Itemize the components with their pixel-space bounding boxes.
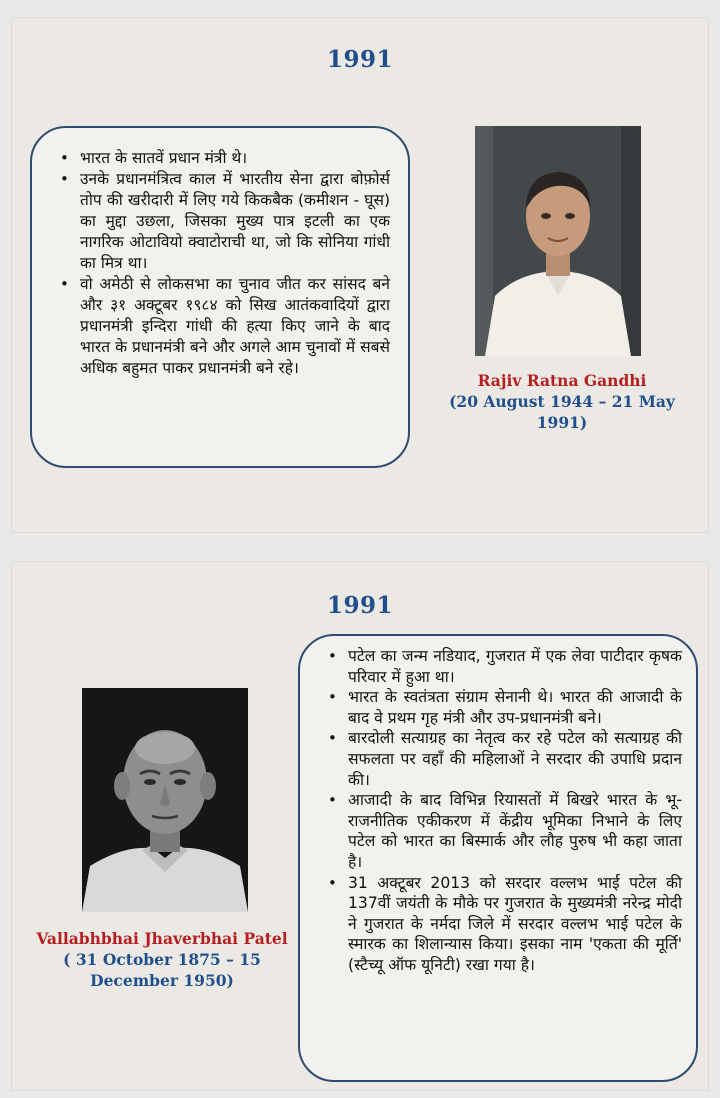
person-name: Vallabhbhai Jhaverbhai Patel	[36, 929, 288, 948]
bullet-item	[58, 148, 390, 169]
portrait-photo-patel	[82, 688, 248, 912]
slide-rajiv-gandhi	[12, 18, 708, 532]
bullet-dot-icon: •	[328, 791, 337, 810]
bullet-text: वो अमेठी से लोकसभा का चुनाव जीत कर सांसद बने और ३१ अक्टूबर १९८४ को सिख आतंकवादियों द्वारा प्रधानमंत्री इन्दिरा गांधी की हत्या किए जाने के बाद भारत के प्रधानमंत्री बने और अगले आम चुनावों में सबसे अधिक बहुमत पाकर प्रधानमंत्री बने रहे।	[80, 275, 390, 377]
portrait-illustration	[82, 688, 248, 912]
slide-year: 1991	[326, 592, 393, 619]
bullet-item	[326, 790, 682, 872]
bullet-textbox	[298, 634, 698, 1082]
portrait-caption	[34, 928, 290, 991]
bullet-item	[58, 274, 390, 379]
person-name: Rajiv Ratna Gandhi	[477, 371, 647, 390]
portrait-photo-rajiv	[475, 126, 641, 356]
bullet-textbox	[30, 126, 410, 468]
bullet-text: 31 अक्टूबर 2013 को सरदार वल्लभ भाई पटेल की 137वीं जयंती के मौके पर गुजरात के मुख्यमंत्री नरेन्द्र मोदी ने गुजरात के नर्मदा जिले में सरदार वल्लभ भाई पटेल के स्मारक का शिलान्यास किया। इसका नाम 'एकता की मूर्ति' (स्टैच्यू ऑफ यूनिटी) रखा गया है।	[348, 873, 682, 974]
bullet-text: उनके प्रधानमंत्रित्व काल में भारतीय सेना द्वारा बोफ़ोर्स तोप की खरीदारी में लिए गये किकबैक (कमीशन - घूस) का मुद्दा उछला, जिसका मुख्य पात्र इटली का एक नागरिक ओटावियो क्वाटोराची था, जो कि सोनिया गांधी का मित्र था।	[80, 170, 390, 272]
person-dates: (20 August 1944 – 21 May 1991)	[449, 392, 675, 432]
bullet-dot-icon: •	[328, 729, 337, 748]
bullet-text: भारत के स्वतंत्रता संग्राम सेनानी थे। भारत की आजादी के बाद वे प्रथम गृह मंत्री और उप-प्रधानमंत्री बने।	[348, 688, 682, 727]
bullet-dot-icon: •	[60, 170, 69, 188]
bullet-text: बारदोली सत्याग्रह का नेतृत्व कर रहे पटेल को सत्याग्रह की सफलता पर वहाँ की महिलाओं ने सरदार की उपाधि प्रदान की।	[348, 729, 682, 789]
bullet-list	[58, 148, 390, 379]
bullet-item	[326, 687, 682, 728]
bullet-text: भारत के सातवें प्रधान मंत्री थे।	[80, 149, 248, 167]
bullet-list	[326, 646, 682, 976]
bullet-item	[326, 873, 682, 976]
bullet-dot-icon: •	[328, 873, 337, 892]
bullet-text: आजादी के बाद विभिन्न रियासतों में बिखरे भारत के भू-राजनीतिक एकीकरण में केंद्रीय भूमिका निभाने के लिए पटेल को भारत का बिस्मार्क और लौह पुरुष भी कहा जाता है।	[348, 791, 682, 871]
bullet-item	[326, 646, 682, 687]
bullet-dot-icon: •	[328, 647, 337, 665]
bullet-text: पटेल का जन्म नडियाद, गुजरात में एक लेवा पाटीदार कृषक परिवार में हुआ था।	[348, 647, 682, 686]
bullet-item	[326, 728, 682, 790]
slide-vallabhbhai-patel	[12, 562, 708, 1090]
bullet-item	[58, 169, 390, 274]
bullet-dot-icon: •	[60, 149, 69, 167]
bullet-dot-icon: •	[328, 688, 337, 707]
slide-year: 1991	[326, 46, 393, 73]
portrait-illustration	[475, 126, 641, 356]
person-dates: ( 31 October 1875 – 15 December 1950)	[63, 950, 261, 990]
bullet-dot-icon: •	[60, 275, 69, 293]
portrait-caption	[430, 370, 694, 433]
